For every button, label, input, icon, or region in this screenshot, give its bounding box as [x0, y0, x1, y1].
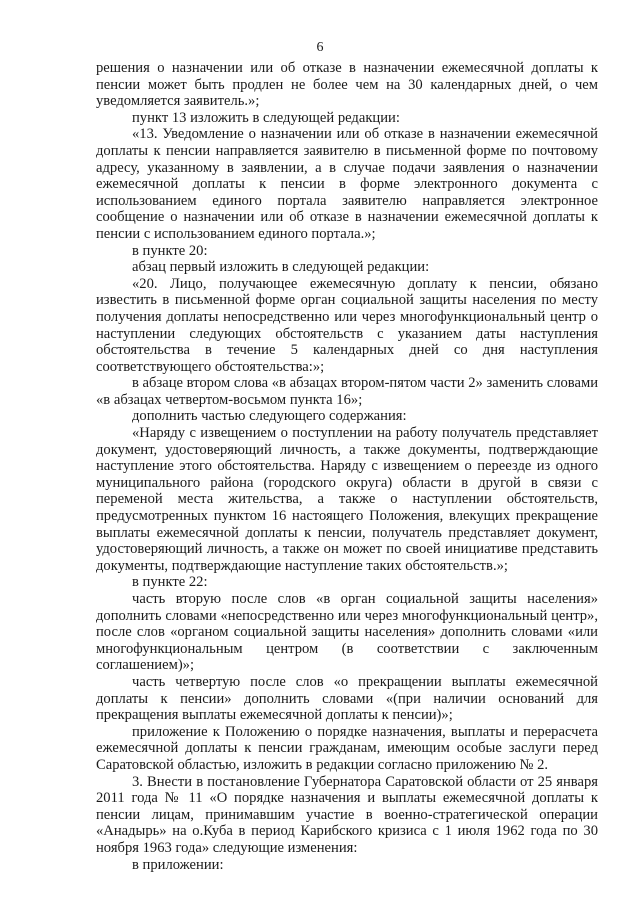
- paragraph: дополнить частью следующего содержания:: [132, 408, 407, 425]
- paragraph: «20. Лицо, получающее ежемесячную доплату к пенсии, обязано известить в письменной форме орган социальной защиты населения по месту получения доплаты непосредственно или через многофункциональный центр о наступлении следующих обстоятельств с указанием даты наступления обстоятельства в течение 5 календарных дней со дня наступления соответствующего обстоятельства:»;: [96, 275, 598, 375]
- paragraph: приложение к Положению о порядке назначения, выплаты и перерасчета ежемесячной доплаты к пенсии гражданам, имеющим особые заслуги перед Саратовской областью, изложить в редакции согласно приложению № 2.: [96, 723, 598, 773]
- document-body: [96, 60, 598, 873]
- paragraph: часть вторую после слов «в орган социальной защиты населения» дополнить словами «непосредственно или через многофункциональный центр», после слов «органом социальной защиты населения» дополнить словами «или многофункциональным центром (в соответствии с заключенным соглашением)»;: [96, 591, 598, 674]
- paragraph: часть четвертую после слов «о прекращении выплаты ежемесячной доплаты к пенсии» дополнить словами «(при наличии оснований для прекращения выплаты ежемесячной доплаты к пенсии)»;: [96, 673, 598, 724]
- paragraph: в пункте 20:: [132, 242, 208, 259]
- page-number: 6: [316, 40, 324, 55]
- paragraph: в приложении:: [132, 856, 224, 873]
- paragraph: «Наряду с извещением о поступлении на работу получатель представляет документ, удостоверяющий личность, а также документы, подтверждающие наступление этого обстоятельства. Наряду с извещением о переезде из одного муниципального района (городского округа) области в другой в связи с переменой места жительства, а также о наступлении обстоятельств, предусмотренных пунктом 16 настоящего Положения, влекущих прекращение выплаты ежемесячной доплаты к пенсии, получатель представляет документ, удостоверяющий личность, а также он может по своей инициативе представить документы, подтверждающие наступление таких обстоятельств.»;: [96, 425, 598, 574]
- paragraph: 3. Внести в постановление Губернатора Саратовской области от 25 января 2011 года № 11 «О порядке назначения и выплаты ежемесячной доплаты к пенсии лицам, принимавшим участие в военно-стратегической операции «Анадырь» на о.Куба в период Карибского кризиса с 1 июля 1962 года по 30 ноября 1963 года» следующие изменения:: [96, 773, 598, 856]
- paragraph: в абзаце втором слова «в абзацах втором-пятом части 2» заменить словами «в абзацах четвертом-восьмом пункта 16»;: [96, 375, 598, 408]
- paragraph: решения о назначении или об отказе в назначении ежемесячной доплаты к пенсии может быть продлен не более чем на 30 календарных дней, о чем уведомляется заявитель.»;: [96, 60, 598, 110]
- paragraph: пункт 13 изложить в следующей редакции:: [132, 109, 400, 126]
- paragraph: абзац первый изложить в следующей редакции:: [132, 259, 430, 276]
- paragraph: в пункте 22:: [132, 574, 208, 591]
- paragraph: «13. Уведомление о назначении или об отказе в назначении ежемесячной доплаты к пенсии направляется заявителю в письменной форме по почтовому адресу, указанному в заявлении, а в случае подачи заявления о назначении ежемесячной доплаты к пенсии в форме электронного документа с использованием единого портала заявителю направляется электронное сообщение о назначении или об отказе в назначении ежемесячной доплаты к пенсии с использованием единого портала.»;: [96, 126, 598, 242]
